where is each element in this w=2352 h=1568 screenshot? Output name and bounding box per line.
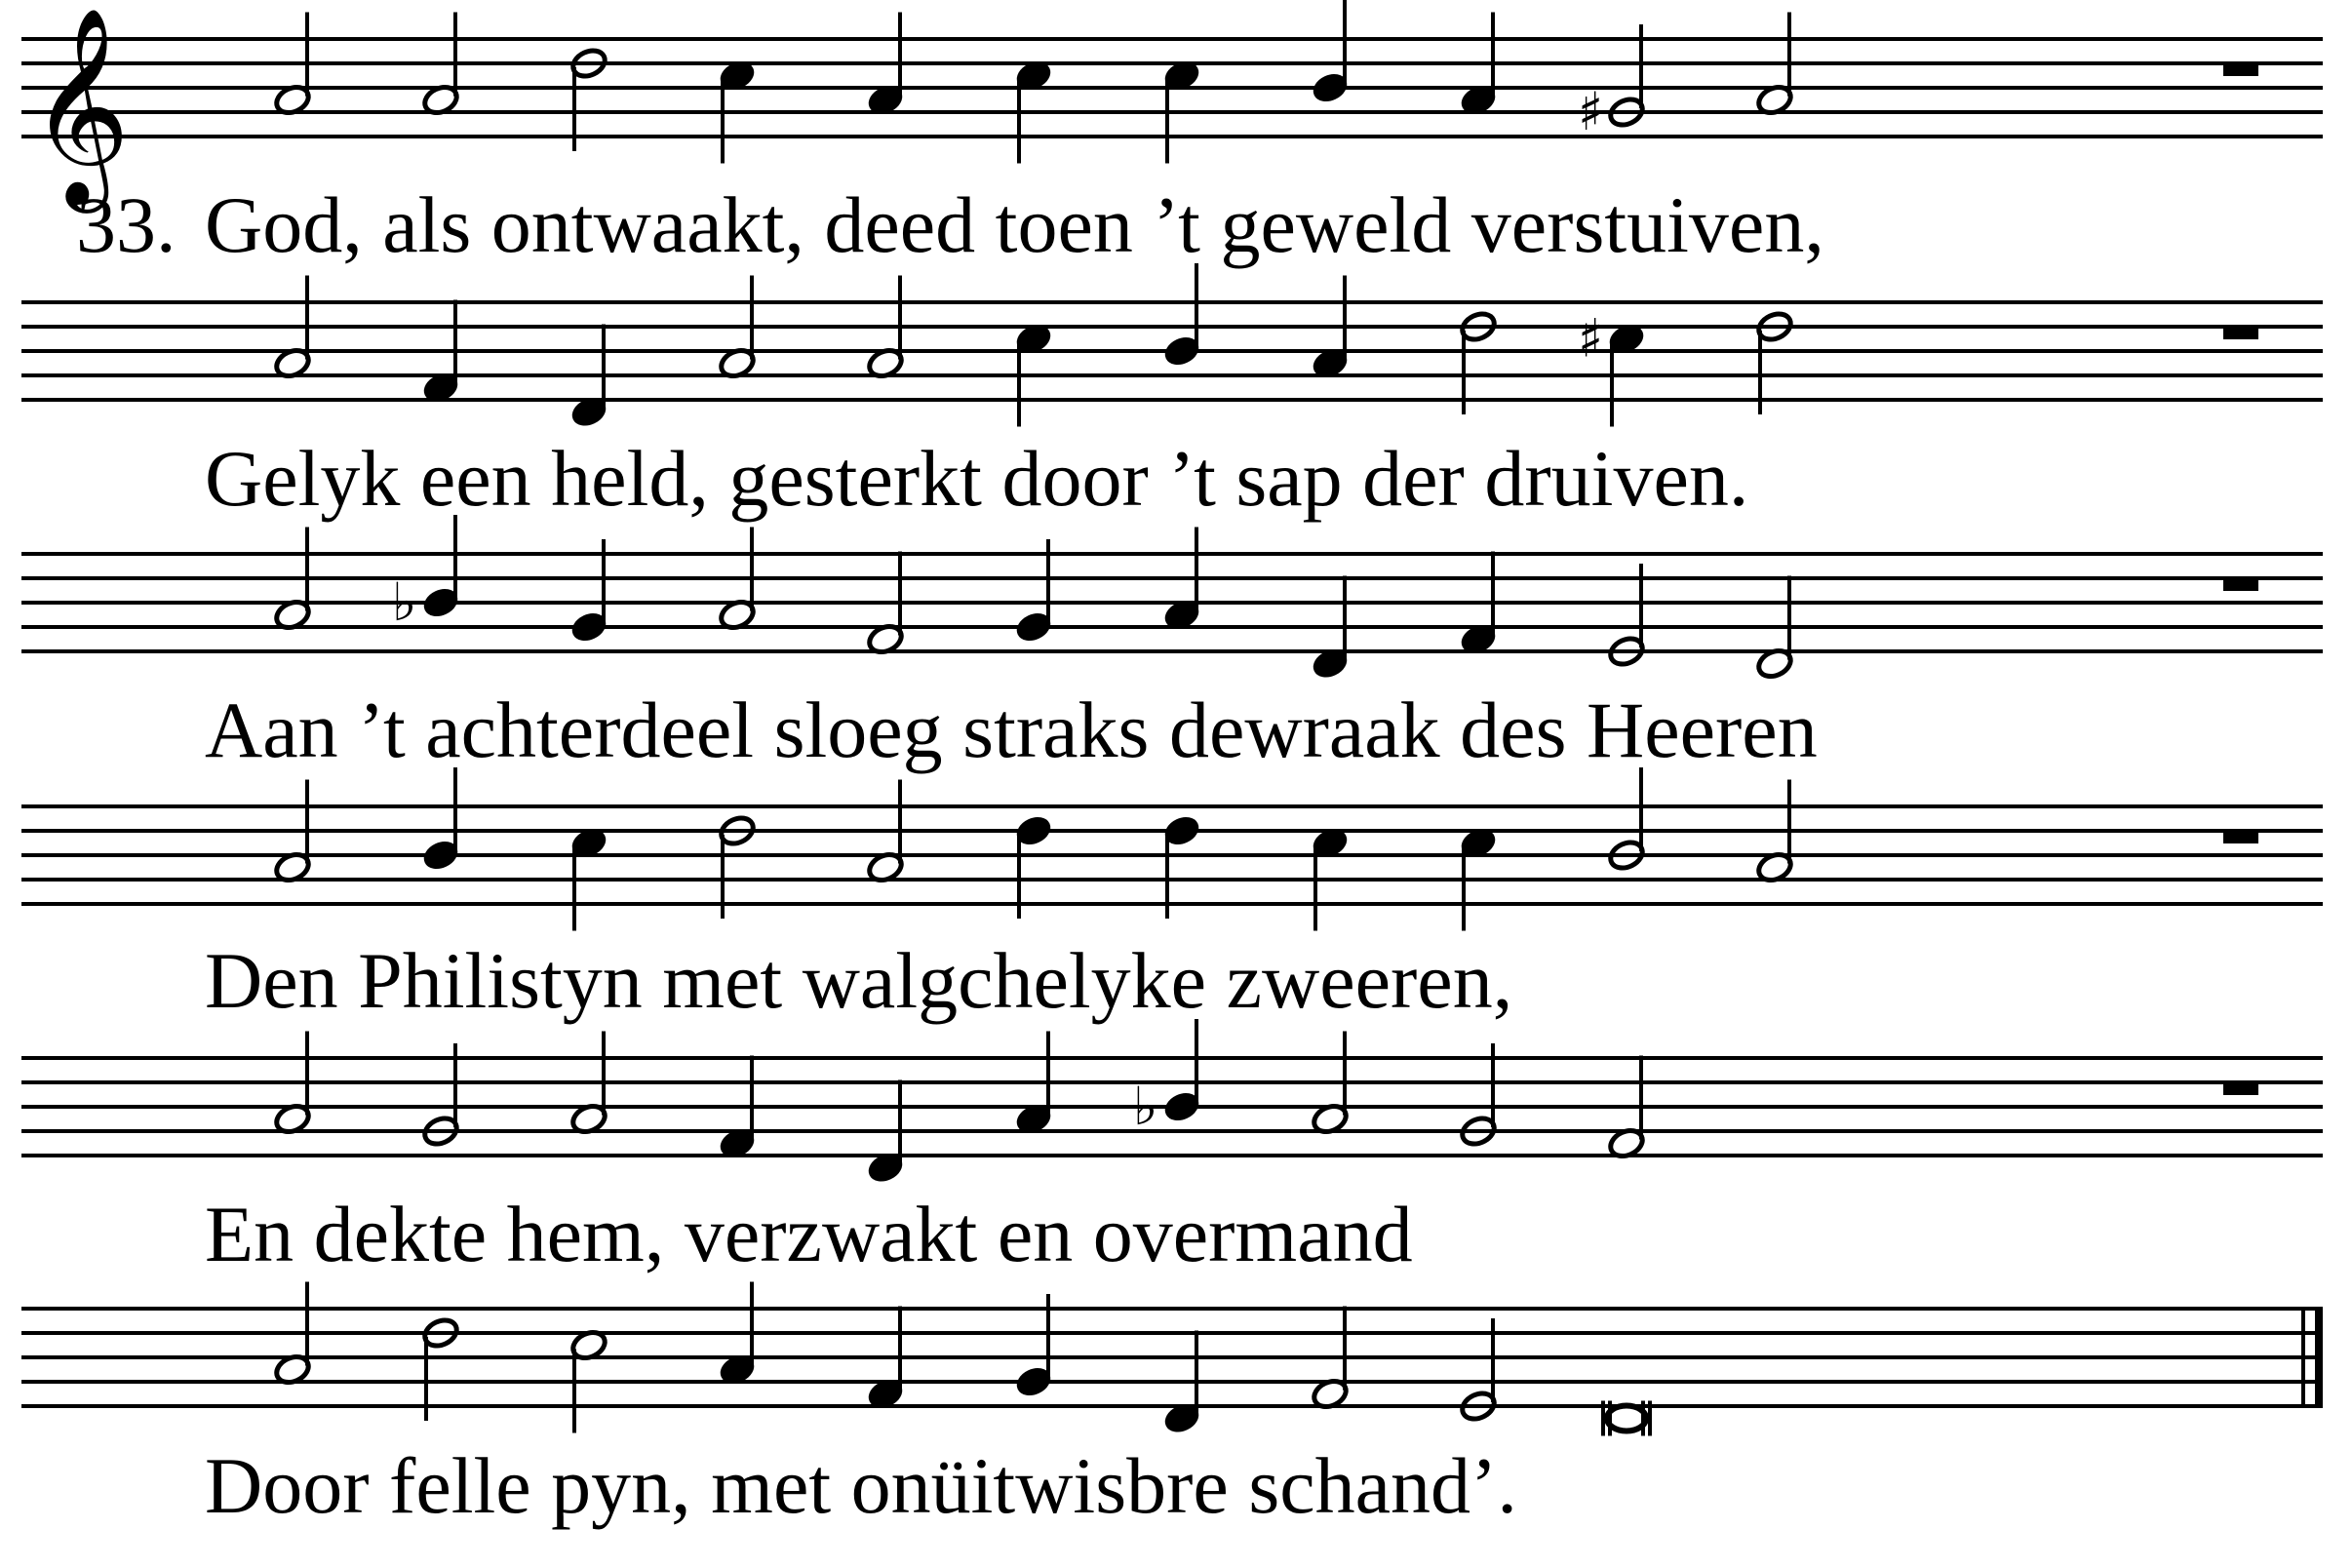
lyric-line: En dekte hem, verzwakt en overmand [205,1190,1413,1278]
sharp-icon: ♯ [1578,307,1604,370]
staff-system [21,515,2323,682]
rest-icon [2223,578,2258,591]
rest-icon [2223,63,2258,76]
staff-system [21,1282,2323,1436]
staff-system [21,767,2323,931]
note [1311,0,1351,105]
note [1578,24,1646,142]
rest-icon [2223,327,2258,339]
note [392,515,460,633]
note [1133,1019,1201,1137]
treble-clef-icon: 𝄞 [29,7,131,205]
sharp-icon: ♯ [1578,81,1604,142]
note [421,767,461,873]
flat-icon: ♭ [392,571,417,633]
lyric-line: Aan ’t achterdeel sloeg straks dewraak des Heeren [205,686,1818,774]
staff-system [21,263,2323,430]
note [1162,263,1202,369]
lyric-line: Door felle pyn, met onüitwisbre schand’. [205,1441,1517,1530]
flat-icon: ♭ [1133,1076,1158,1137]
note [1603,1401,1650,1436]
lyric-line: Den Philistyn met walgchelyke zweeren, [205,936,1513,1025]
verse-number: 33. [76,180,176,269]
lyric-line: God, als ontwaakt, deed toen ’t geweld verstuiven, [205,180,1824,269]
rest-icon [2223,1082,2258,1095]
rest-icon [2223,831,2258,843]
lyric-line: Gelyk een held, gesterkt door ’t sap der druiven. [205,434,1749,523]
staff-system [21,1019,2323,1186]
breve-head [1607,1406,1646,1431]
